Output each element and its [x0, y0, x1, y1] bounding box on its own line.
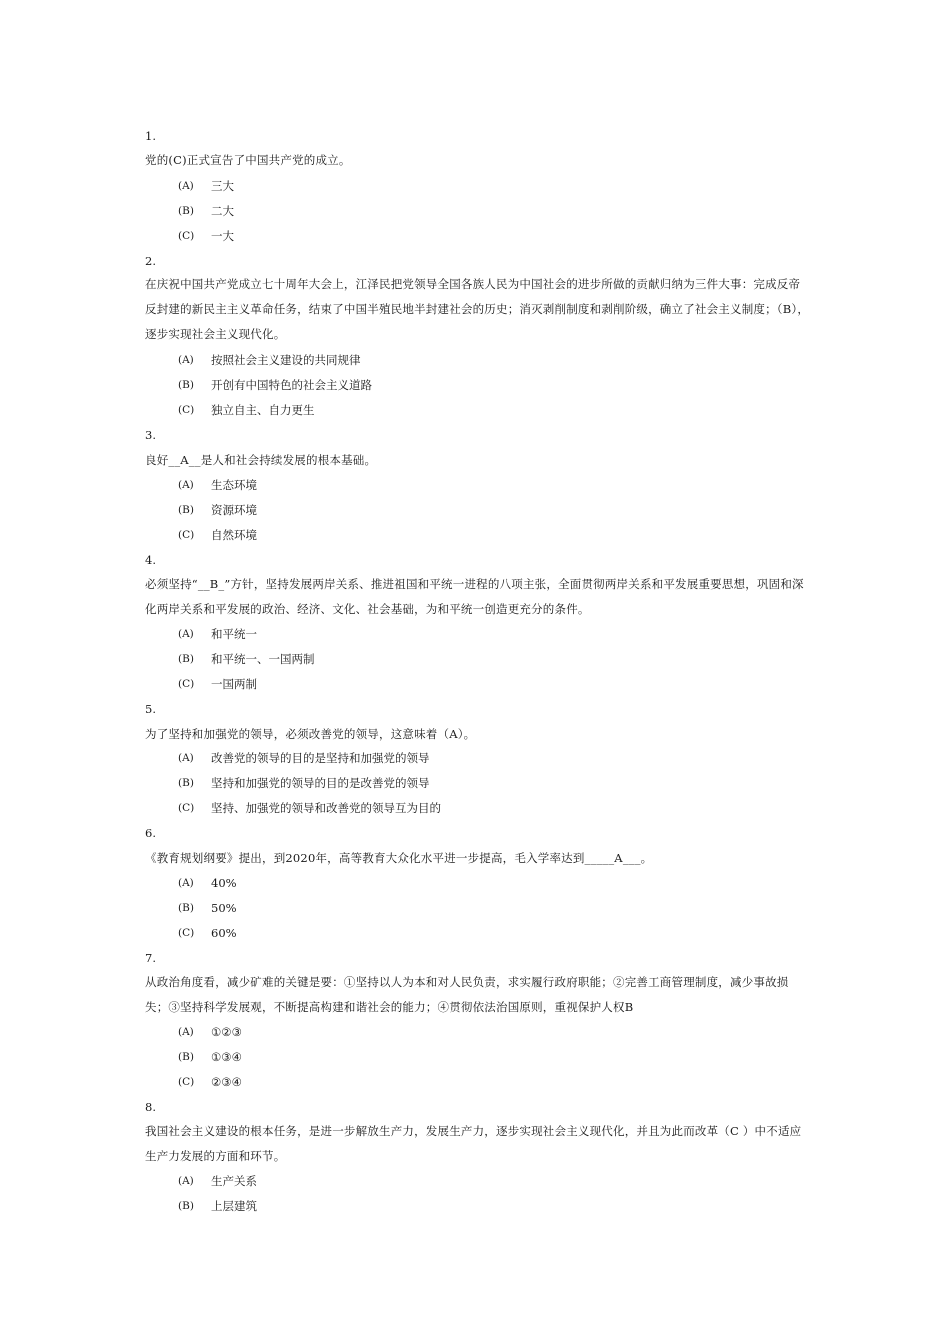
question-stem: 为了坚持和加强党的领导，必须改善党的领导，这意味着（A）。 — [145, 727, 476, 741]
question-stem: 从政治角度看，减少矿难的关键是要：①坚持以人为本和对人民负责，求实履行政府职能；②完善工商管理制度，减少事故损失；③坚持科学发展观，不断提高构建和谐社会的能力；④贯彻依法治国原则，重视保护人权B — [145, 975, 789, 1014]
option-label: (B) — [178, 504, 194, 516]
question-stem: 《教育规划纲要》提出，到2020年，高等教育大众化水平进一步提高，毛入学率达到_____A___。 — [145, 851, 653, 865]
option-label: (B) — [178, 777, 194, 789]
option-label: (A) — [178, 877, 194, 889]
question-number: 5. — [145, 702, 156, 716]
option-text: 三大 — [211, 179, 234, 193]
option-label: (B) — [178, 205, 194, 217]
option-text: 一国两制 — [211, 677, 257, 691]
option-label: (B) — [178, 902, 194, 914]
option-label: (B) — [178, 653, 194, 665]
option-text: 上层建筑 — [211, 1199, 257, 1213]
option-text: 改善党的领导的目的是坚持和加强党的领导 — [211, 751, 430, 765]
option-text: 坚持和加强党的领导的目的是改善党的领导 — [211, 776, 430, 790]
question-number: 7. — [145, 951, 156, 965]
option-text: 40% — [211, 876, 237, 890]
question-stem: 良好__A__是人和社会持续发展的根本基础。 — [145, 453, 377, 467]
option-text: 50% — [211, 901, 237, 915]
option-text: 生态环境 — [211, 478, 257, 492]
option-text: ②③④ — [211, 1075, 242, 1089]
question-number: 2. — [145, 254, 156, 268]
option-label: (A) — [178, 628, 194, 640]
question-stem: 党的(C)正式宣告了中国共产党的成立。 — [145, 153, 351, 167]
option-label: (A) — [178, 752, 194, 764]
option-label: (C) — [178, 927, 195, 939]
option-text: 独立自主、自力更生 — [211, 403, 315, 417]
question-number: 1. — [145, 129, 156, 143]
option-label: (C) — [178, 802, 195, 814]
question-stem: 我国社会主义建设的根本任务，是进一步解放生产力，发展生产力，逐步实现社会主义现代化，并且为此而改革（C ）中不适应生产力发展的方面和环节。 — [145, 1124, 802, 1163]
option-label: (C) — [178, 529, 195, 541]
option-text: 开创有中国特色的社会主义道路 — [211, 378, 372, 392]
question-number: 6. — [145, 826, 156, 840]
question-stem: 在庆祝中国共产党成立七十周年大会上，江泽民把党领导全国各族人民为中国社会的进步所做的贡献归纳为三件大事：完成反帝反封建的新民主主义革命任务，结束了中国半殖民地半封建社会的历史；消灭剥削制度和剥削阶级，确立了社会主义制度；（B），逐步实现社会主义现代化。 — [145, 277, 810, 341]
option-label: (B) — [178, 1200, 194, 1212]
option-label: (C) — [178, 1076, 195, 1088]
option-text: 一大 — [211, 229, 234, 243]
option-label: (B) — [178, 379, 194, 391]
question-number: 8. — [145, 1100, 156, 1114]
option-label: (C) — [178, 404, 195, 416]
option-label: (C) — [178, 230, 195, 242]
option-text: ①③④ — [211, 1050, 242, 1064]
option-text: 生产关系 — [211, 1174, 257, 1188]
question-number: 4. — [145, 553, 156, 567]
option-label: (B) — [178, 1051, 194, 1063]
option-text: 和平统一、一国两制 — [211, 652, 315, 666]
question-number: 3. — [145, 428, 156, 442]
option-text: 二大 — [211, 204, 234, 218]
option-text: 资源环境 — [211, 503, 257, 517]
question-stem: 必须坚持“__B_”方针，坚持发展两岸关系、推进祖国和平统一进程的八项主张，全面贯彻两岸关系和平发展重要思想，巩固和深化两岸关系和平发展的政治、经济、文化、社会基础，为和平统一创造更充分的条件。 — [145, 577, 804, 616]
option-text: ①②③ — [211, 1025, 242, 1039]
option-label: (A) — [178, 180, 194, 192]
option-text: 和平统一 — [211, 627, 257, 641]
option-label: (C) — [178, 678, 195, 690]
option-text: 60% — [211, 926, 237, 940]
option-label: (A) — [178, 479, 194, 491]
option-label: (A) — [178, 1175, 194, 1187]
option-label: (A) — [178, 354, 194, 366]
option-text: 自然环境 — [211, 528, 257, 542]
option-text: 坚持、加强党的领导和改善党的领导互为目的 — [211, 801, 441, 815]
option-label: (A) — [178, 1026, 194, 1038]
option-text: 按照社会主义建设的共同规律 — [211, 353, 361, 367]
